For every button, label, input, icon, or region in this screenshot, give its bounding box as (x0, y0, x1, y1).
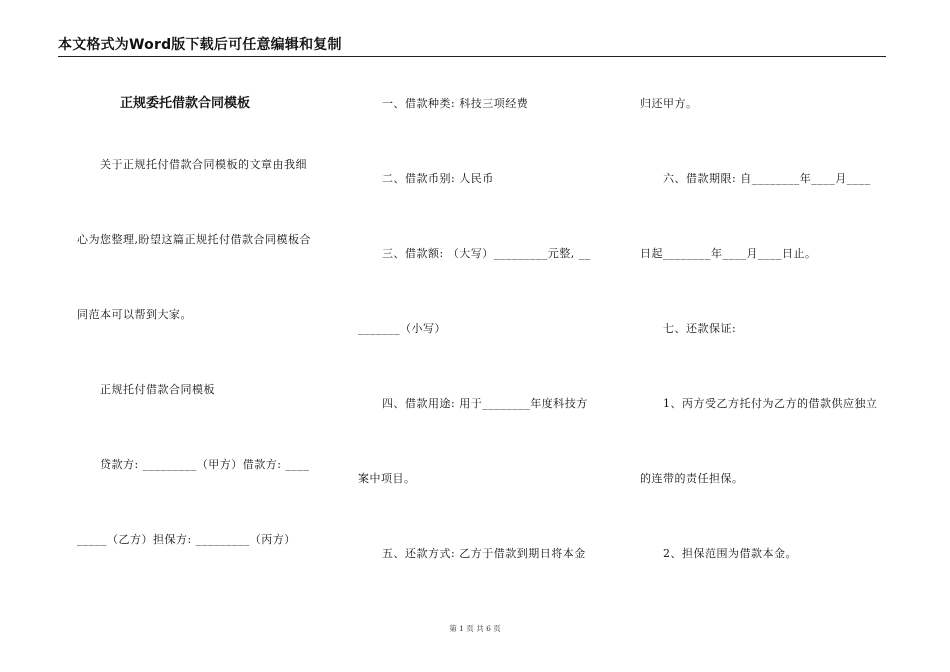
text-line: 日起________年____月____日止。 (640, 247, 817, 260)
text-line: 七、还款保证: (663, 322, 737, 335)
text-line: 一、借款种类: 科技三项经费 (382, 97, 529, 110)
text-line: _______（小写） (358, 322, 446, 335)
page-number: 第 1 页 共 6 页 (449, 624, 501, 633)
text-line: 关于正规托付借款合同模板的文章由我细 (100, 158, 307, 171)
text-line: 2、担保范围为借款本金。 (663, 547, 797, 560)
document-title: 正规委托借款合同模板 (120, 96, 251, 111)
text-line: 五、还款方式: 乙方于借款到期日将本金 (382, 547, 586, 560)
header-title: 本文格式为Word版下载后可任意编辑和复制 (58, 37, 342, 53)
text-line: _____（乙方）担保方: _________（丙方） (77, 533, 296, 546)
text-line: 正规托付借款合同模板 (100, 383, 215, 396)
text-line: 1、丙方受乙方托付为乙方的借款供应独立 (663, 397, 878, 410)
text-line: 同范本可以帮到大家。 (77, 308, 192, 321)
text-line: 心为您整理,盼望这篇正规托付借款合同模板合 (77, 233, 311, 246)
text-line: 六、借款期限: 自________年____月____ (663, 172, 871, 185)
text-line: 四、借款用途: 用于________年度科技方 (382, 397, 588, 410)
text-line: 归还甲方。 (640, 97, 698, 110)
text-line: 的连带的责任担保。 (640, 472, 744, 485)
text-line: 贷款方: _________（甲方）借款方: ____ (100, 458, 310, 471)
text-line: 三、借款额: （大写）_________元整, __ (382, 247, 591, 260)
text-line: 二、借款币别: 人民币 (382, 172, 494, 185)
text-line: 案中项目。 (358, 472, 416, 485)
document-header (58, 34, 886, 57)
